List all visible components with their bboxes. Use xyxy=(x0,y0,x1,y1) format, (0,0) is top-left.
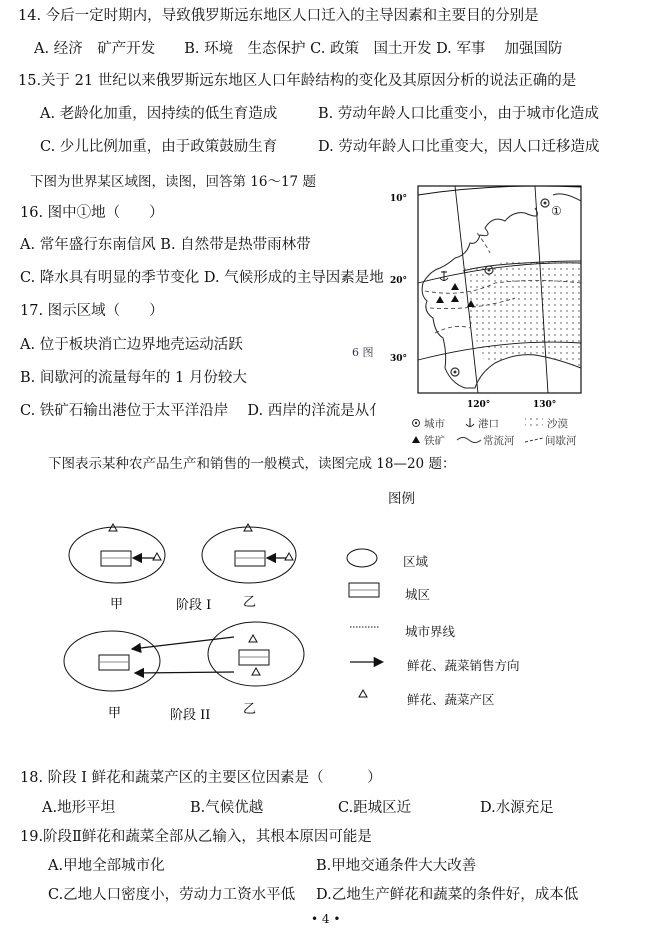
legend-production: 鲜花、蔬菜产区 xyxy=(407,692,495,707)
production-sales-diagram xyxy=(50,515,340,730)
legend-desert-icon xyxy=(525,418,543,426)
question-15-stem: 15.关于 21 世纪以来俄罗斯远东地区人口年龄结构的变化及其原因分析的说法正确的是 xyxy=(18,73,577,89)
question-19-option-c: C.乙地人口密度小，劳动力工资水平低 xyxy=(48,887,296,903)
legend-desert: 沙漠 xyxy=(547,418,568,430)
sales-arrow xyxy=(135,672,234,673)
question-19-option-b: B.甲地交通条件大大改善 xyxy=(316,858,477,874)
marker-1: ① xyxy=(551,204,562,218)
question-18-stem: 18. 阶段 I 鲜花和蔬菜产区的主要区位因素是（ ） xyxy=(20,770,382,786)
legend-intermittent-river: 间歇河 xyxy=(545,435,577,447)
lat-label-10: 10° xyxy=(390,194,408,204)
question-14-options: A. 经济 矿产开发 B. 环境 生态保护 C. 政策 国土开发 D. 军事 加强国防 xyxy=(34,41,563,57)
legend-perennial-river: 常流河 xyxy=(483,435,515,447)
label-jia-stage1: 甲 xyxy=(110,597,124,612)
legend-region: 区域 xyxy=(403,554,429,569)
question-19-option-a: A.甲地全部城市化 xyxy=(48,858,165,874)
production-area-icon xyxy=(249,635,257,642)
legend-port: 港口 xyxy=(478,418,499,430)
region-map xyxy=(385,183,653,453)
legend-iron-icon xyxy=(412,436,420,443)
question-15-option-b: B. 劳动年龄人口比重变小，由于城市化造成 xyxy=(318,106,599,122)
label-jia-stage2: 甲 xyxy=(108,706,122,721)
diagram-legend-icons xyxy=(345,540,385,710)
question-15-option-a: A. 老龄化加重，因持续的低生育造成 xyxy=(40,106,278,122)
question-17-stem: 17. 图示区域（ ） xyxy=(20,303,164,319)
page-number: • 4 • xyxy=(311,912,341,926)
question-18-option-d: D.水源充足 xyxy=(480,800,554,816)
label-stage1: 阶段 I xyxy=(176,598,212,613)
map-caption-fragment: 6 图 xyxy=(352,346,374,359)
question-17-options-cd: C. 铁矿石输出港位于太平洋沿岸 D. 西岸的洋流是从亻 xyxy=(20,403,384,419)
legend-iron: 铁矿 xyxy=(424,435,445,447)
desert-area xyxy=(465,258,581,368)
question-18-option-a: A.地形平坦 xyxy=(42,800,116,816)
legend-production-icon xyxy=(359,690,367,697)
question-16-stem: 16. 图中①地（ ） xyxy=(20,205,164,221)
region-yi-stage2 xyxy=(208,622,304,686)
diagram-legend-title: 图例 xyxy=(388,491,415,507)
label-stage2: 阶段 II xyxy=(170,708,211,723)
question-18-option-b: B.气候优越 xyxy=(190,800,264,816)
production-area-icon xyxy=(252,668,260,675)
production-area-icon xyxy=(153,553,161,560)
intro-16-17: 下图为世界某区域图，读图，回答第 16～17 题 xyxy=(30,174,316,190)
sales-arrow xyxy=(132,637,234,649)
legend-urban: 城区 xyxy=(405,587,431,602)
question-17-option-b: B. 间歇河的流量每年的 1 月份较大 xyxy=(20,370,247,386)
intro-18-20: 下图表示某种农产品生产和销售的一般模式，读图完成 18—20 题： xyxy=(48,456,456,472)
legend-intermittent-icon xyxy=(525,438,543,442)
lon-label-120: 120° xyxy=(467,400,491,410)
region-jia-stage1 xyxy=(69,527,165,583)
legend-region-icon xyxy=(347,549,377,567)
question-14-stem: 14. 今后一定时期内，导致俄罗斯远东地区人口迁入的主导因素和主要目的分别是 xyxy=(18,8,539,24)
question-18-option-c: C.距城区近 xyxy=(338,800,412,816)
question-15-option-d: D. 劳动年龄人口比重变大，因人口迁移造成 xyxy=(318,139,600,155)
legend-city: 城市 xyxy=(424,418,445,430)
legend-perennial-icon xyxy=(457,438,481,443)
lon-label-130: 130° xyxy=(533,400,557,410)
lat-label-30: 30° xyxy=(390,354,408,364)
question-19-option-d: D.乙地生产鲜花和蔬菜的条件好，成本低 xyxy=(316,887,579,903)
question-17-option-a: A. 位于板块消亡边界地壳运动活跃 xyxy=(20,337,243,353)
legend-port-icon xyxy=(466,418,474,427)
legend-city-icon xyxy=(415,422,417,424)
question-19-stem: 19.阶段Ⅱ鲜花和蔬菜全部从乙输入，其根本原因可能是 xyxy=(20,829,372,845)
legend-sales-direction: 鲜花、蔬菜销售方向 xyxy=(407,658,520,673)
region-jia-stage2 xyxy=(64,631,160,691)
region-yi-stage1 xyxy=(202,527,296,583)
legend-boundary: 城市界线 xyxy=(405,624,456,639)
lat-label-20: 20° xyxy=(390,276,408,286)
production-area-icon xyxy=(285,553,293,560)
label-yi-stage2: 乙 xyxy=(243,702,257,717)
question-16-options-ab: A. 常年盛行东南信风 B. 自然带是热带雨林带 xyxy=(20,237,311,253)
question-16-options-cd: C. 降水具有明显的季节变化 D. 气候形成的主导因素是地 xyxy=(20,270,384,286)
question-15-option-c: C. 少儿比例加重，由于政策鼓励生育 xyxy=(40,139,278,155)
label-yi-stage1: 乙 xyxy=(243,595,257,610)
